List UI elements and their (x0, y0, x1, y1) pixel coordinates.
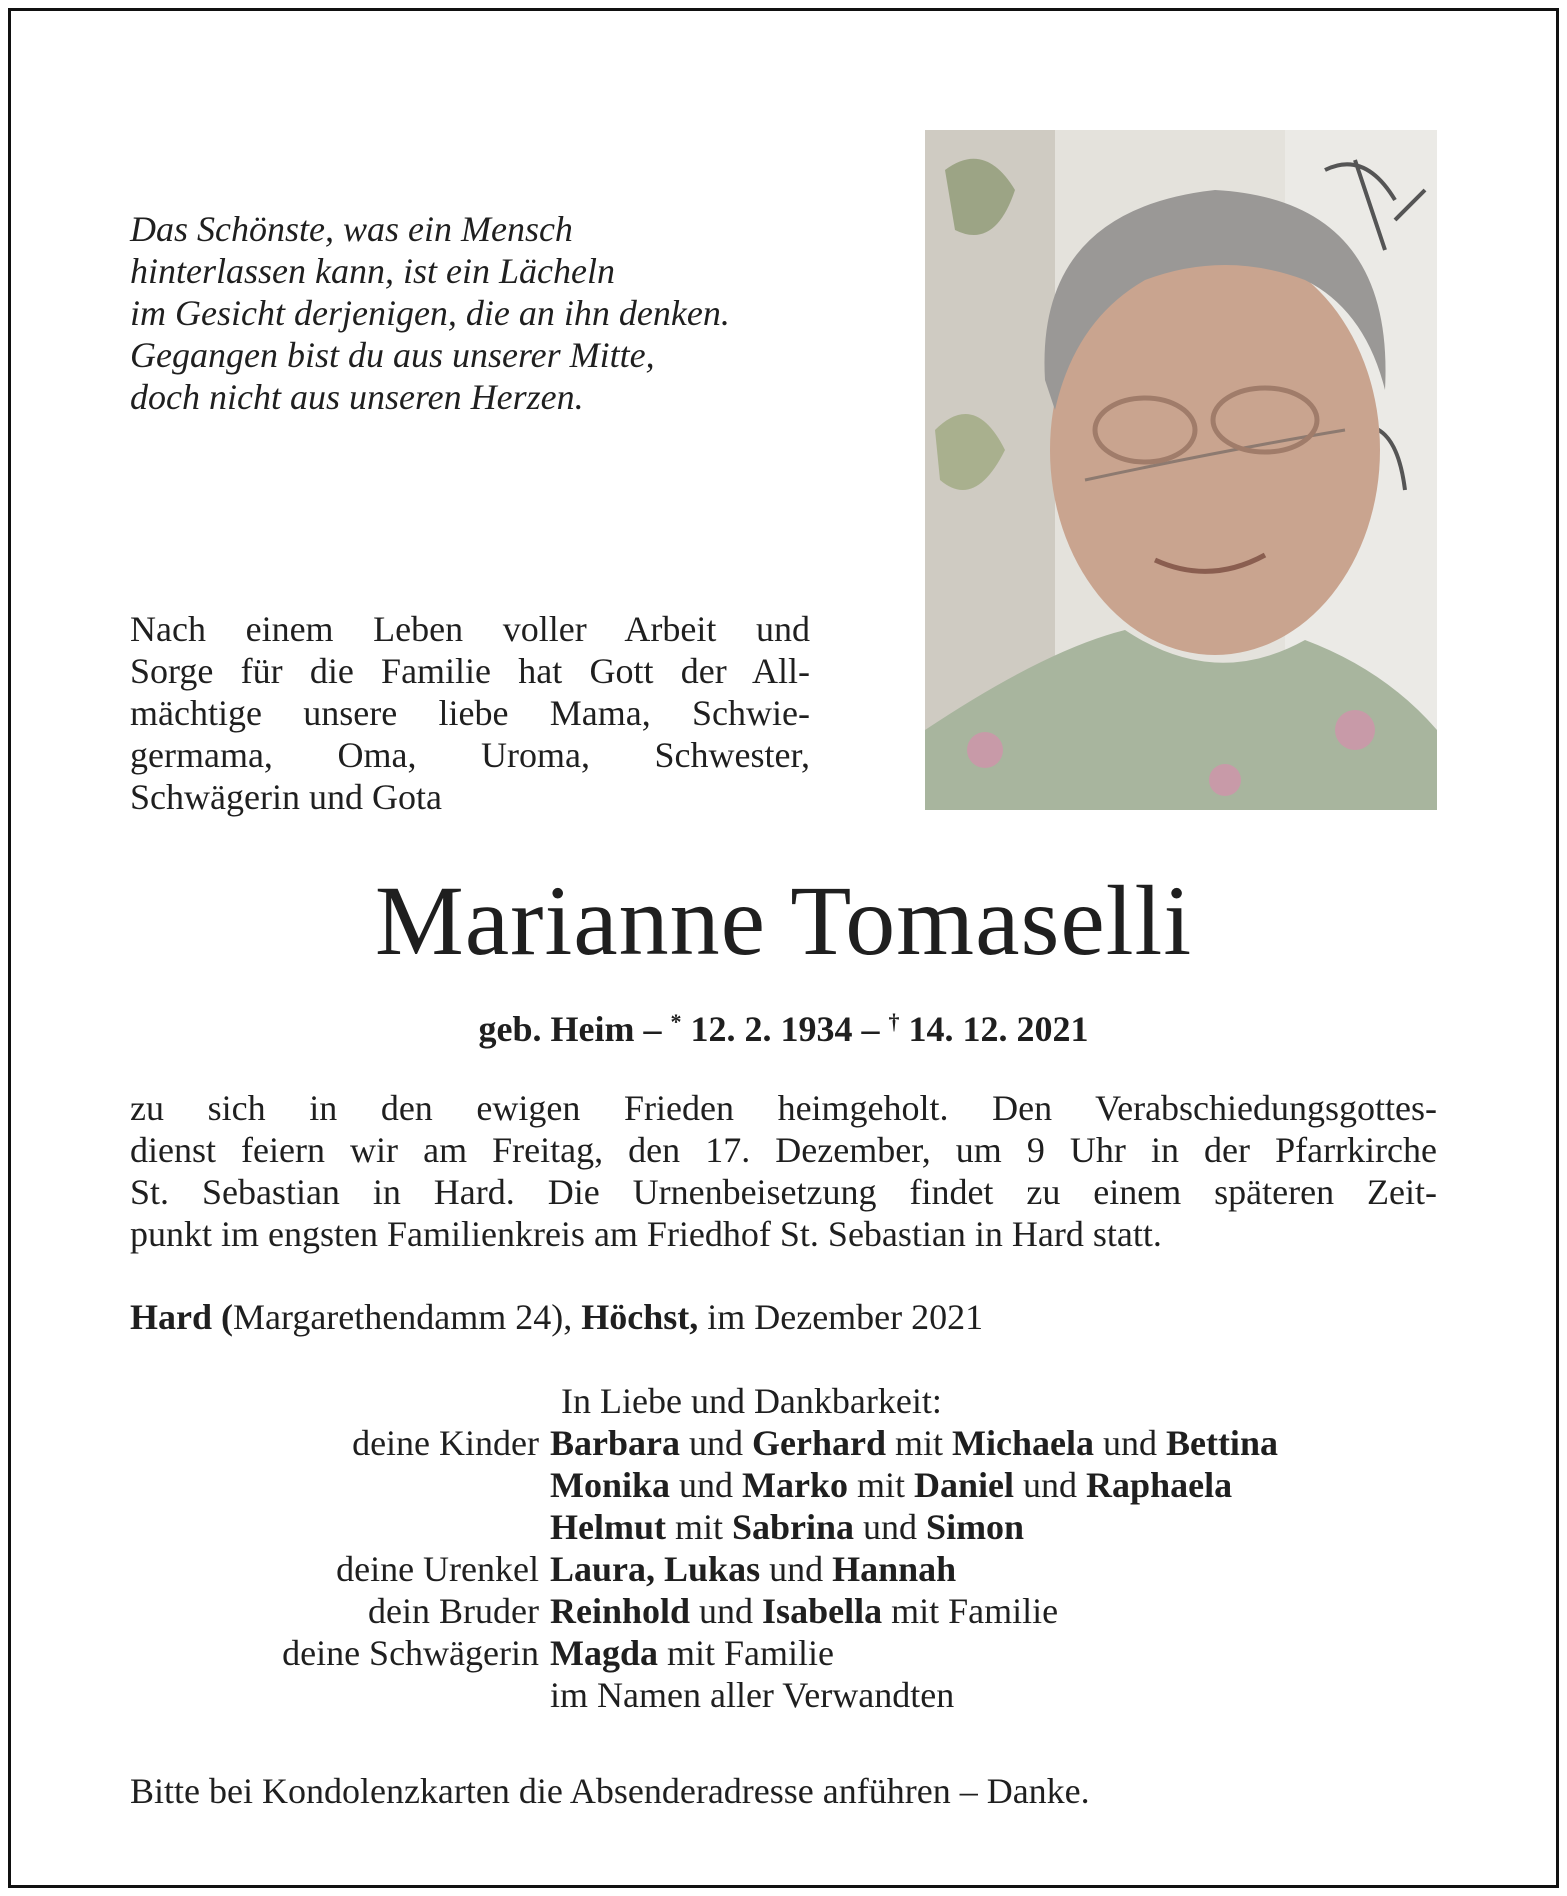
mourner-name: Gerhard (752, 1423, 886, 1463)
intro-paragraph (130, 608, 810, 818)
mourner-connector: und (1014, 1465, 1087, 1505)
poem-line: Das Schönste, was ein Mensch (130, 209, 573, 249)
poem-line: Gegangen bist du aus unserer Mitte, (130, 335, 655, 375)
town-hard: Hard ( (130, 1297, 233, 1337)
service-line: dienst feiern wir am Freitag, den 17. Dezember, um 9 Uhr in der Pfarrkirche (130, 1130, 1437, 1170)
service-line: punkt im engsten Familienkreis am Friedhof St. Sebastian in Hard statt. (130, 1214, 1162, 1254)
birth-date: 12. 2. 1934 (681, 1009, 853, 1049)
mourner-row (130, 1590, 1450, 1632)
mourner-relation: deine Kinder (352, 1423, 539, 1463)
mourner-name: Barbara (550, 1423, 680, 1463)
mourner-name: Sabrina (732, 1507, 855, 1547)
mourner-name: Daniel (914, 1465, 1015, 1505)
mourner-name: Laura, Lukas (550, 1549, 761, 1589)
portrait-photo (925, 130, 1437, 810)
poem-line: im Gesicht derjenigen, die an ihn denken. (130, 293, 730, 333)
mourner-connector: und (670, 1465, 743, 1505)
mourner-row (130, 1548, 1450, 1590)
mourner-connector: im Namen aller Verwandten (550, 1675, 955, 1715)
mourner-names (550, 1506, 1450, 1548)
date-separator: – (852, 1009, 889, 1049)
date-separator: – (634, 1009, 671, 1049)
maiden-name: geb. Heim (478, 1009, 635, 1049)
mourner-name: Isabella (762, 1591, 883, 1631)
intro-line: Nach einem Leben voller Arbeit und (130, 609, 810, 649)
mourner-connector: und (854, 1507, 927, 1547)
mourner-name: Bettina (1165, 1423, 1278, 1463)
mourner-names (550, 1422, 1450, 1464)
portrait-illustration (925, 130, 1437, 810)
mourners-list (130, 1422, 1450, 1716)
mourner-connector: und (690, 1591, 763, 1631)
date-text: im Dezember 2021 (698, 1297, 984, 1337)
mourner-names (550, 1590, 1450, 1632)
poem (130, 208, 850, 418)
mourner-relation (130, 1464, 550, 1506)
mourner-relation: dein Bruder (368, 1591, 539, 1631)
mourners-heading: In Liebe und Dankbarkeit: (561, 1381, 942, 1421)
mourner-name: Reinhold (550, 1591, 691, 1631)
death-symbol: † (888, 1009, 900, 1034)
town-hoechst: Höchst, (581, 1297, 699, 1337)
intro-line: Sorge für die Familie hat Gott der All- (130, 651, 810, 691)
mourner-connector: mit Familie (882, 1591, 1059, 1631)
deceased-name: Marianne Tomaselli (374, 865, 1193, 976)
mourner-row (130, 1674, 1450, 1716)
intro-line: Schwägerin und Gota (130, 777, 442, 817)
mourner-name: Raphaela (1086, 1465, 1233, 1505)
mourner-name: Helmut (550, 1507, 666, 1547)
mourner-relation (130, 1674, 550, 1716)
mourner-connector: mit (848, 1465, 915, 1505)
mourner-connector: und (1093, 1423, 1166, 1463)
mourner-row (130, 1632, 1450, 1674)
mourner-connector: mit (885, 1423, 952, 1463)
service-line: zu sich in den ewigen Frieden heimgeholt. Den Verabschiedungsgottes- (130, 1088, 1437, 1128)
mourner-connector: mit Familie (658, 1633, 834, 1673)
poem-line: hinterlassen kann, ist ein Lächeln (130, 251, 615, 291)
mourner-connector: und (680, 1423, 752, 1463)
mourner-relation: deine Schwägerin (282, 1633, 539, 1673)
mourner-relation (130, 1506, 550, 1548)
mourner-name: Michaela (952, 1423, 1094, 1463)
mourner-connector: und (760, 1549, 833, 1589)
mourner-relation: deine Urenkel (336, 1549, 539, 1589)
mourner-connector: mit (665, 1507, 732, 1547)
mourner-row (130, 1464, 1450, 1506)
address: Margarethendamm 24), (233, 1297, 582, 1337)
mourner-row (130, 1506, 1450, 1548)
mourner-names (550, 1464, 1450, 1506)
mourner-row (130, 1422, 1450, 1464)
intro-line: germama, Oma, Uroma, Schwester, (130, 735, 810, 775)
death-date: 14. 12. 2021 (899, 1009, 1089, 1049)
mourner-names (550, 1674, 1450, 1716)
birth-symbol: * (670, 1009, 682, 1034)
service-line: St. Sebastian in Hard. Die Urnenbeisetzung findet zu einem späteren Zeit- (130, 1172, 1437, 1212)
mourner-name: Marko (742, 1465, 849, 1505)
mourner-name: Simon (926, 1507, 1025, 1547)
intro-line: mächtige unsere liebe Mama, Schwie- (130, 693, 810, 733)
mourner-names (550, 1548, 1450, 1590)
mourner-name: Magda (550, 1633, 658, 1673)
mourner-name: Monika (550, 1465, 671, 1505)
mourner-name: Hannah (832, 1549, 957, 1589)
mourner-names (550, 1632, 1450, 1674)
place-date-line (130, 1296, 1430, 1338)
service-paragraph (130, 1087, 1437, 1255)
footer-note: Bitte bei Kondolenzkarten die Absenderadresse anführen – Danke. (130, 1771, 1090, 1811)
life-dates (0, 1000, 1567, 1051)
poem-line: doch nicht aus unseren Herzen. (130, 377, 584, 417)
